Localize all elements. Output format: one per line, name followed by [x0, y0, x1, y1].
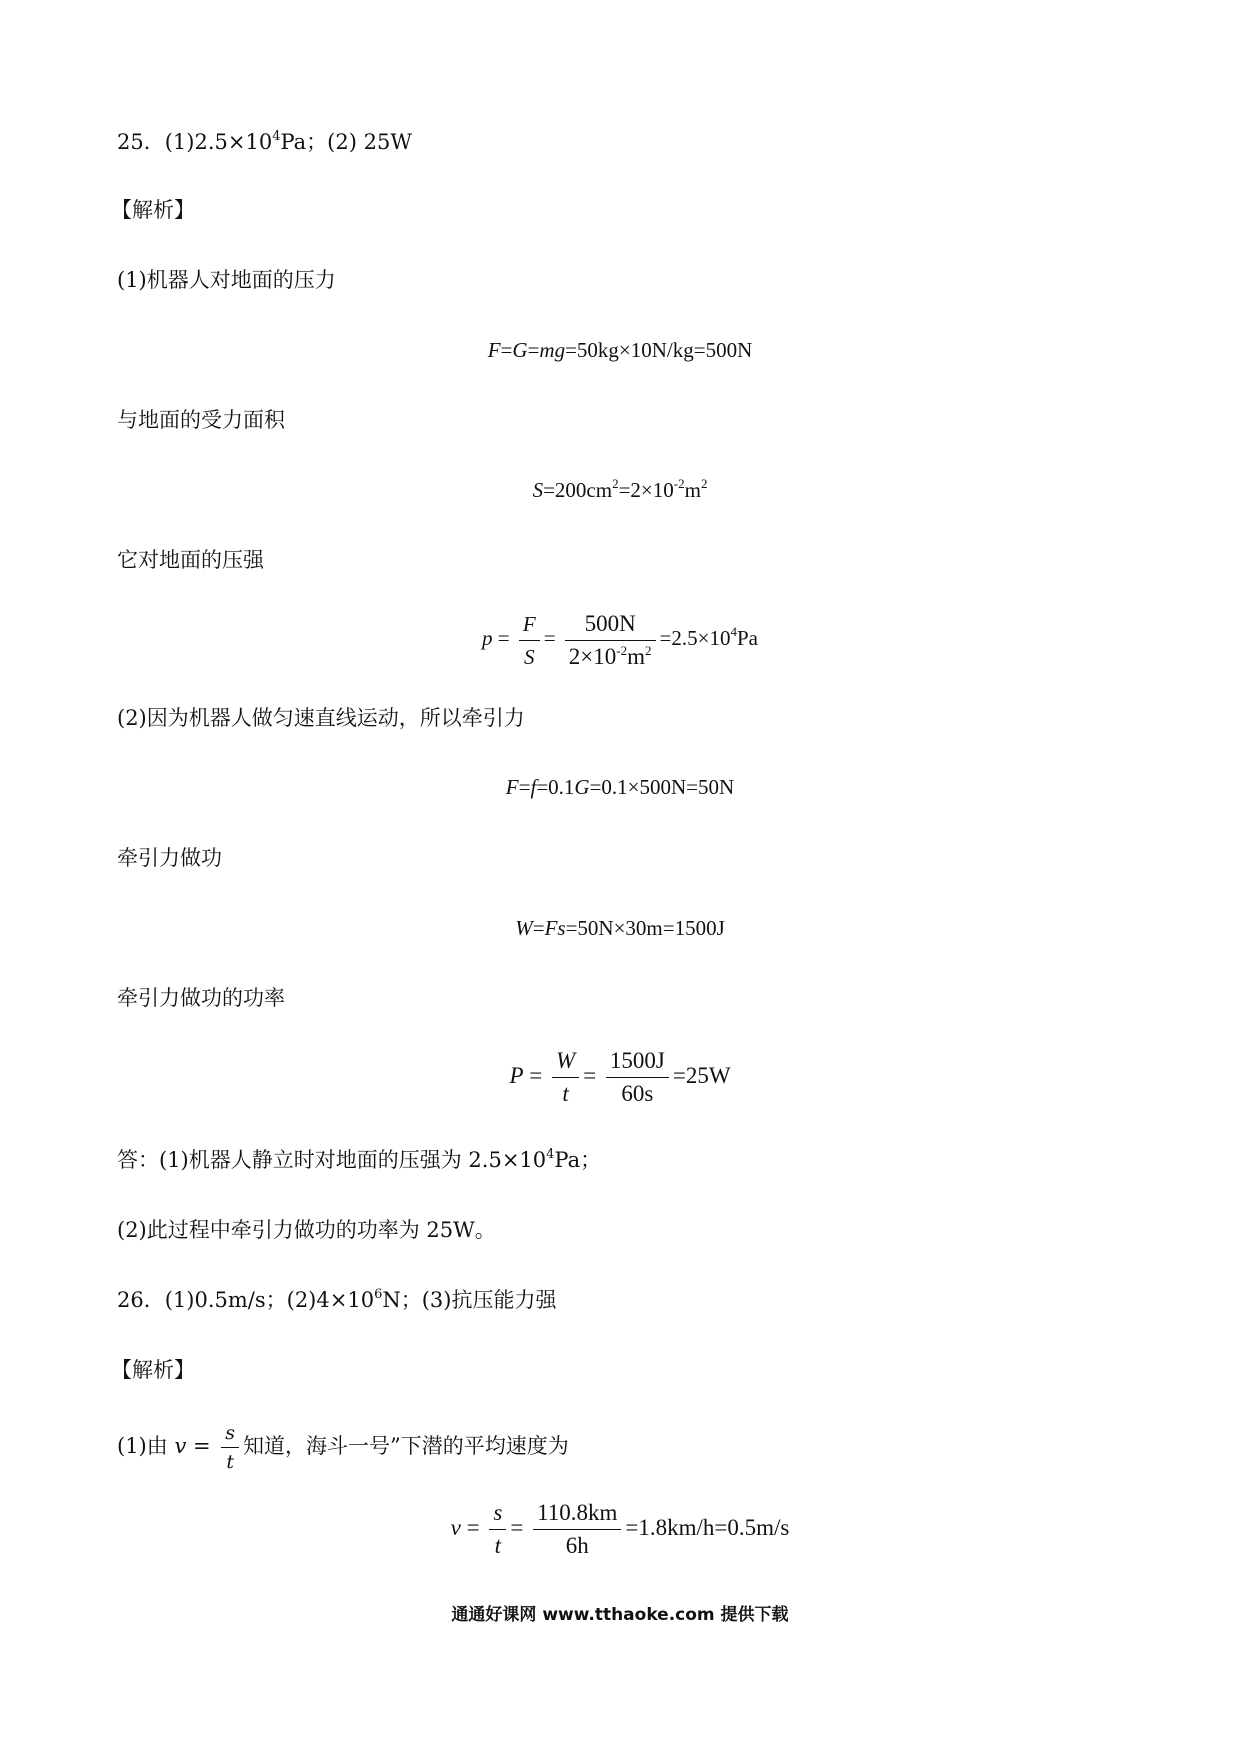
q25-answer-1	[117, 1146, 601, 1174]
formula-rest: =50N×30m=1500J	[565, 916, 725, 940]
var-W: W	[556, 1048, 576, 1074]
q25-heading	[117, 128, 412, 156]
var-F: F	[505, 775, 519, 799]
var-v: v	[174, 1434, 187, 1458]
denominator-part: 2×10	[568, 643, 617, 669]
exp: 6	[374, 1287, 383, 1302]
fraction-W-over-t	[552, 1048, 579, 1107]
formula-rest: =50kg×10N/kg=500N	[565, 338, 753, 362]
q25-paragraph-5: 牵引力做功	[117, 846, 222, 870]
numerator: 1500J	[606, 1048, 669, 1078]
fraction-value	[565, 611, 656, 670]
answer-text: 答：(1)机器人静立时对地面的压强为 2.5×10	[117, 1148, 547, 1172]
exp: 2	[700, 476, 708, 491]
q25-paragraph-6: 牵引力做功的功率	[117, 986, 285, 1010]
result: =25W	[672, 1063, 731, 1088]
result: =2.5×10	[659, 626, 731, 650]
denominator: 6h	[565, 1533, 589, 1559]
q25-formula-pressure: p = $\frac{F}{S}$ = $\frac{500N}{2\times 10^{-2}m^2}$ $=2.5\times 10^4Pa$	[482, 610, 758, 669]
exp: 2	[612, 476, 619, 491]
q25-answer-2: (2)此过程中牵引力做功的功率为 25W。	[117, 1218, 496, 1242]
var-Fs: Fs	[544, 916, 566, 940]
text: (1)由	[117, 1434, 168, 1458]
q25-formula-work: W=Fs=50N×30m=1500J	[515, 916, 725, 940]
numerator: 500N	[565, 611, 656, 641]
var-W: W	[515, 916, 533, 940]
q26-heading	[117, 1286, 556, 1314]
formula-part: =0.1	[536, 775, 575, 799]
q26-analysis-label: 【解析】	[111, 1358, 195, 1382]
answer-text: Pa；	[554, 1148, 602, 1172]
exp: -2	[616, 642, 628, 658]
q25-formula-force: F=G=mg=50kg×10N/kg=500N	[487, 338, 753, 362]
fraction-value	[606, 1048, 669, 1107]
q25-heading-tail: Pa；(2) 25W	[280, 130, 412, 154]
formula-part: =2×10	[618, 478, 674, 502]
var-S: S	[524, 644, 535, 669]
q25-heading-text: 25．(1)2.5×10	[117, 130, 273, 154]
var-S: S	[532, 478, 544, 502]
q26-heading-tail: N；(3)抗压能力强	[382, 1288, 557, 1312]
q25-formula-power: P = $\frac{W}{t}$ = $\frac{1500J}{60s}$ =25W	[509, 1048, 731, 1107]
q26-paragraph-1: (1)由 v = $\frac{s}{t}$ 知道，海斗一号”下潜的平均速度为	[117, 1422, 569, 1473]
formula-part: =200cm	[543, 478, 613, 502]
fraction-F-over-S	[519, 611, 540, 670]
exp: 4	[730, 624, 737, 639]
var-t: t	[494, 1533, 502, 1559]
q25-formula-traction: F=f=0.1G=0.1×500N=50N	[505, 775, 735, 799]
var-f: f	[530, 775, 537, 799]
formula-rest: =0.1×500N=50N	[589, 775, 735, 799]
q25-paragraph-4: (2)因为机器人做匀速直线运动，所以牵引力	[117, 706, 525, 730]
formula-part: m	[684, 478, 701, 502]
var-t: t	[562, 1081, 569, 1107]
q26-formula-velocity: v = $\frac{s}{t}$ = $\frac{110.8km}{6h}$ =1.8km/h=0.5m/s	[450, 1500, 790, 1559]
var-P: P	[509, 1063, 524, 1088]
fraction-value	[533, 1500, 621, 1559]
result: =1.8km/h=0.5m/s	[625, 1515, 790, 1540]
q26-heading-text: 26．(1)0.5m/s；(2)4×10	[117, 1288, 375, 1312]
q25-heading-exp: 4	[272, 129, 281, 144]
q25-analysis-label: 【解析】	[111, 198, 195, 222]
var-s: s	[225, 1422, 236, 1444]
q25-paragraph-1: (1)机器人对地面的压力	[117, 268, 336, 292]
var-F: F	[522, 611, 536, 636]
var-mg: mg	[539, 338, 566, 362]
var-v: v	[450, 1515, 461, 1540]
exp: 2	[645, 642, 652, 658]
fraction-s-over-t	[489, 1500, 506, 1559]
var-F: F	[487, 338, 501, 362]
var-G: G	[574, 775, 590, 799]
var-s: s	[493, 1500, 503, 1526]
fraction-s-over-t	[221, 1422, 239, 1473]
text: 知道，海斗一号”下潜的平均速度为	[243, 1434, 569, 1458]
exp: 4	[546, 1147, 555, 1162]
var-p: p	[482, 626, 493, 650]
var-G: G	[512, 338, 528, 362]
q25-paragraph-2: 与地面的受力面积	[117, 408, 285, 432]
page-footer: 通通好课网 www.tthaoke.com 提供下载	[451, 1605, 789, 1625]
unit: Pa	[736, 626, 758, 650]
numerator: 110.8km	[533, 1500, 621, 1530]
denominator-part: m	[627, 643, 646, 669]
denominator: 60s	[621, 1081, 654, 1107]
exp: -2	[673, 476, 685, 491]
var-t: t	[226, 1451, 234, 1473]
q25-paragraph-3: 它对地面的压强	[117, 548, 264, 572]
q25-formula-area	[0, 476, 1240, 504]
